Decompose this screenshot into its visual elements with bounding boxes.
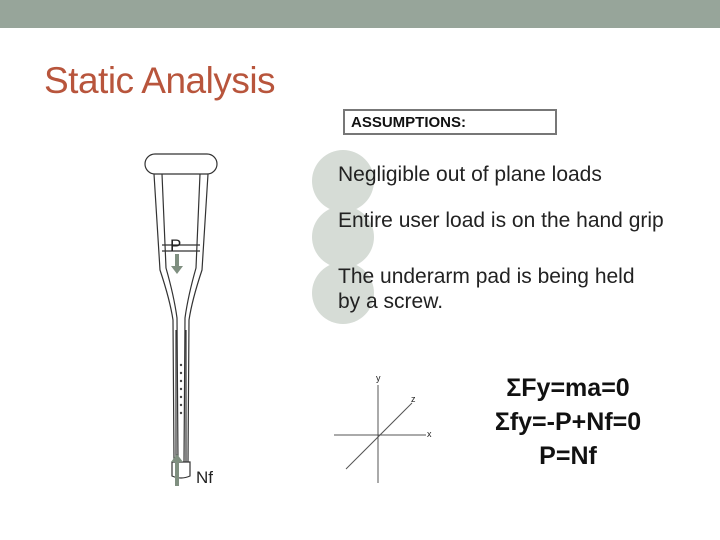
assumptions-box: ASSUMPTIONS: bbox=[343, 109, 557, 135]
equation-line: ΣFy=ma=0 bbox=[506, 374, 630, 402]
slide-title: Static Analysis bbox=[44, 60, 276, 101]
equation-line: P=Nf bbox=[539, 442, 597, 470]
bullet-item: Entire user load is on the hand grip bbox=[338, 209, 664, 232]
equation-line: Σfy=-P+Nf=0 bbox=[494, 408, 642, 436]
load-label: P bbox=[170, 236, 182, 255]
y-axis-label: y bbox=[376, 373, 381, 383]
normal-force-label: Nf bbox=[196, 468, 213, 487]
bullet-item: Negligible out of plane loads bbox=[338, 163, 602, 186]
coordinate-axes bbox=[330, 375, 440, 485]
x-axis-label: x bbox=[427, 429, 432, 439]
top-bar bbox=[0, 0, 720, 28]
z-axis-label: z bbox=[411, 394, 416, 404]
bullet-item: The underarm pad is being held by a screw. bbox=[338, 265, 635, 313]
crutch-diagram bbox=[140, 150, 230, 490]
